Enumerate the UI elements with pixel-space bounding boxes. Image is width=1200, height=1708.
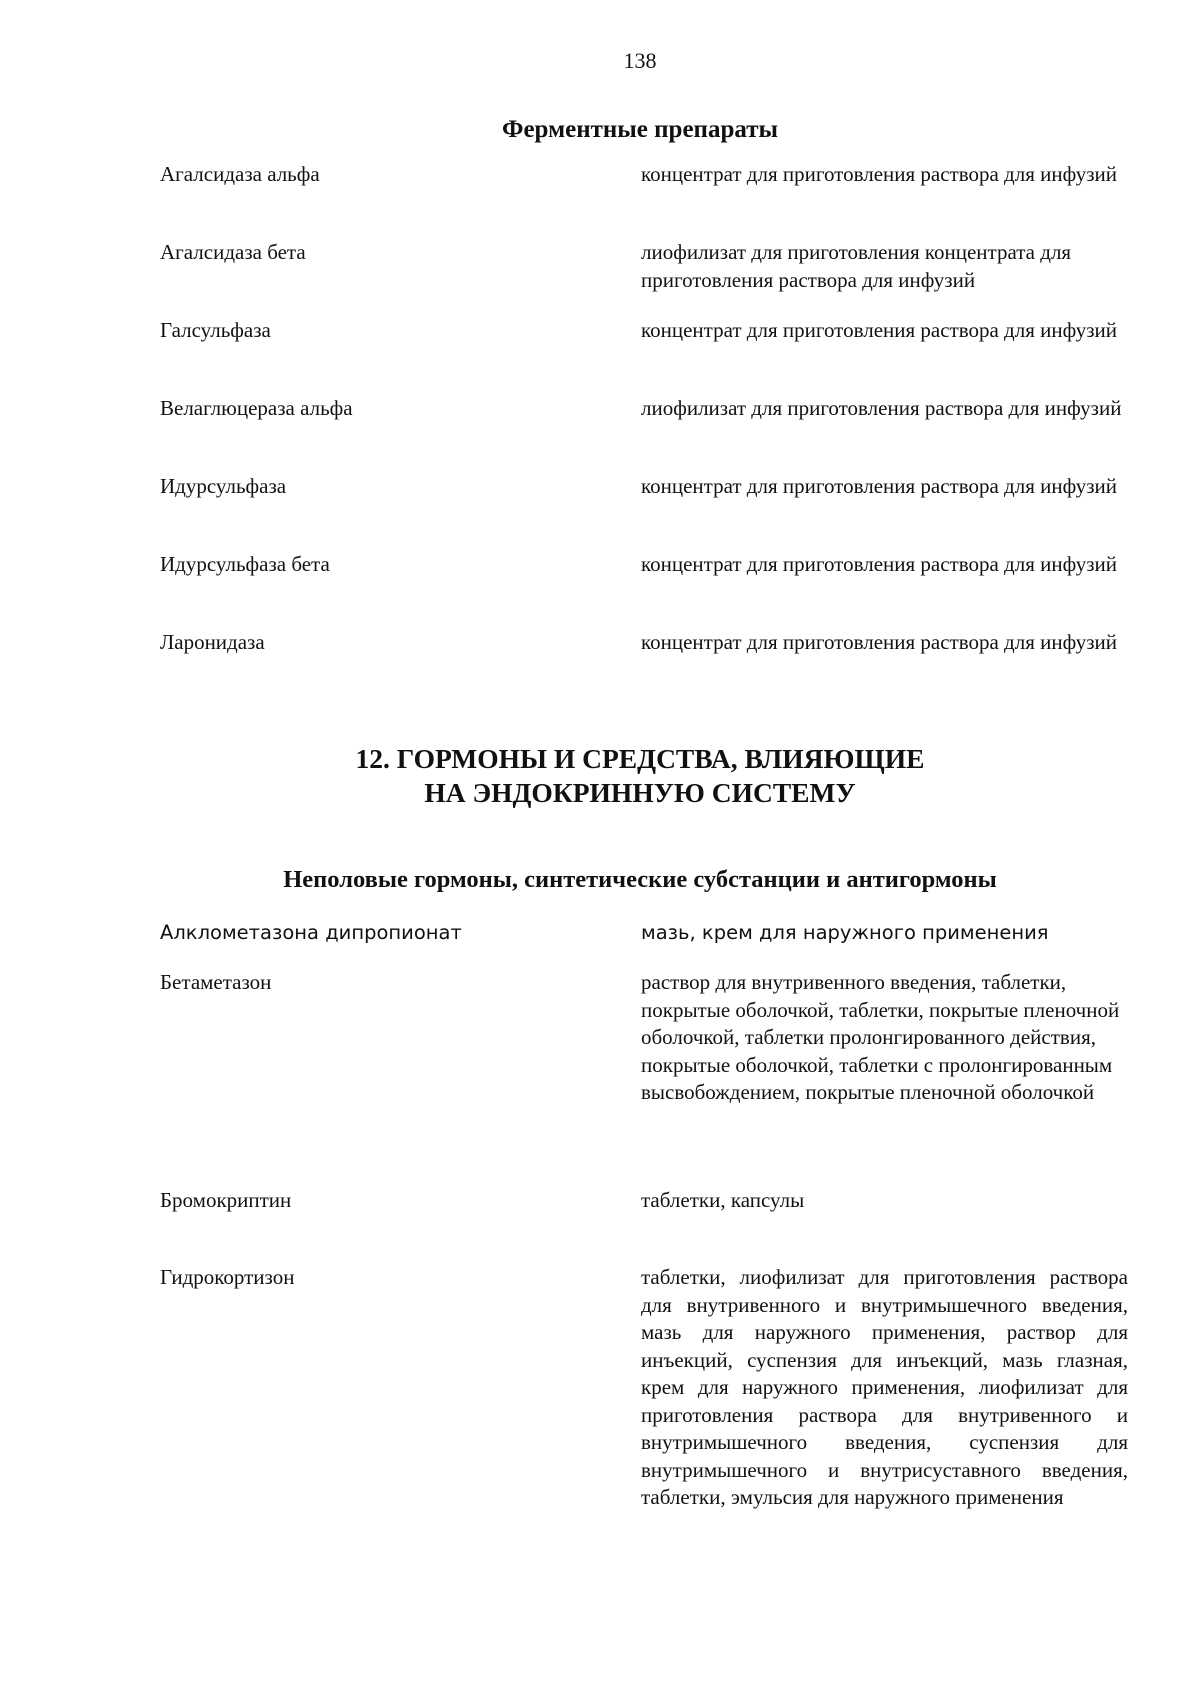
dosage-form: концентрат для приготовления раствора для инфузий <box>641 474 1117 498</box>
chapter-heading <box>0 742 1200 810</box>
drug-name: Идурсульфаза <box>160 474 287 498</box>
dosage-form: таблетки, лиофилизат для приготовления раствора для внутривенного и внутримышечного введения, мазь для наружного применения, раствор для инъекций, суспензия для инъекций, мазь глазная, крем для наружного применения, лиофилизат для приготовления раствора для внутривенного и внутримышечного введения, суспензия для внутримышечного и внутрисуставного введения, таблетки, эмульсия для наружного применения <box>641 1265 1128 1509</box>
page-number: 138 <box>623 48 657 73</box>
drug-name: Ларонидаза <box>160 630 265 654</box>
drug-name: Бромокриптин <box>160 1188 292 1212</box>
drug-name: Гидрокортизон <box>160 1265 295 1289</box>
section-title-hormones: Неполовые гормоны, синтетические субстанции и антигормоны <box>283 866 997 893</box>
drug-name: Галсульфаза <box>160 318 271 342</box>
section-title-enzymes: Ферментные препараты <box>501 116 779 143</box>
drug-name: Алклометазона дипропионат <box>160 921 462 944</box>
drug-name: Агалсидаза бета <box>160 240 306 264</box>
dosage-form: мазь, крем для наружного применения <box>641 921 1049 944</box>
dosage-form: концентрат для приготовления раствора для инфузий <box>641 552 1117 576</box>
drug-name: Агалсидаза альфа <box>160 162 320 186</box>
drug-name: Бетаметазон <box>160 970 272 994</box>
drug-name: Велаглюцераза альфа <box>160 396 353 420</box>
chapter-heading-line: НА ЭНДОКРИННУЮ СИСТЕМУ <box>424 777 856 808</box>
dosage-form: лиофилизат для приготовления раствора для инфузий <box>641 396 1122 420</box>
dosage-form: лиофилизат для приготовления концентрата для приготовления раствора для инфузий <box>641 240 1072 292</box>
dosage-form: концентрат для приготовления раствора для инфузий <box>641 162 1117 186</box>
drug-name: Идурсульфаза бета <box>160 552 330 576</box>
dosage-form: концентрат для приготовления раствора для инфузий <box>641 318 1117 342</box>
dosage-form: таблетки, капсулы <box>641 1188 805 1212</box>
chapter-heading-line: 12. ГОРМОНЫ И СРЕДСТВА, ВЛИЯЮЩИЕ <box>355 743 925 774</box>
dosage-form: раствор для внутривенного введения, таблетки, покрытые оболочкой, таблетки, покрытые пленочной оболочкой, таблетки пролонгированного действия, покрытые оболочкой, таблетки с пролонгированным высвобождением, покрытые пленочной оболочкой <box>641 970 1120 1104</box>
dosage-form: концентрат для приготовления раствора для инфузий <box>641 630 1117 654</box>
